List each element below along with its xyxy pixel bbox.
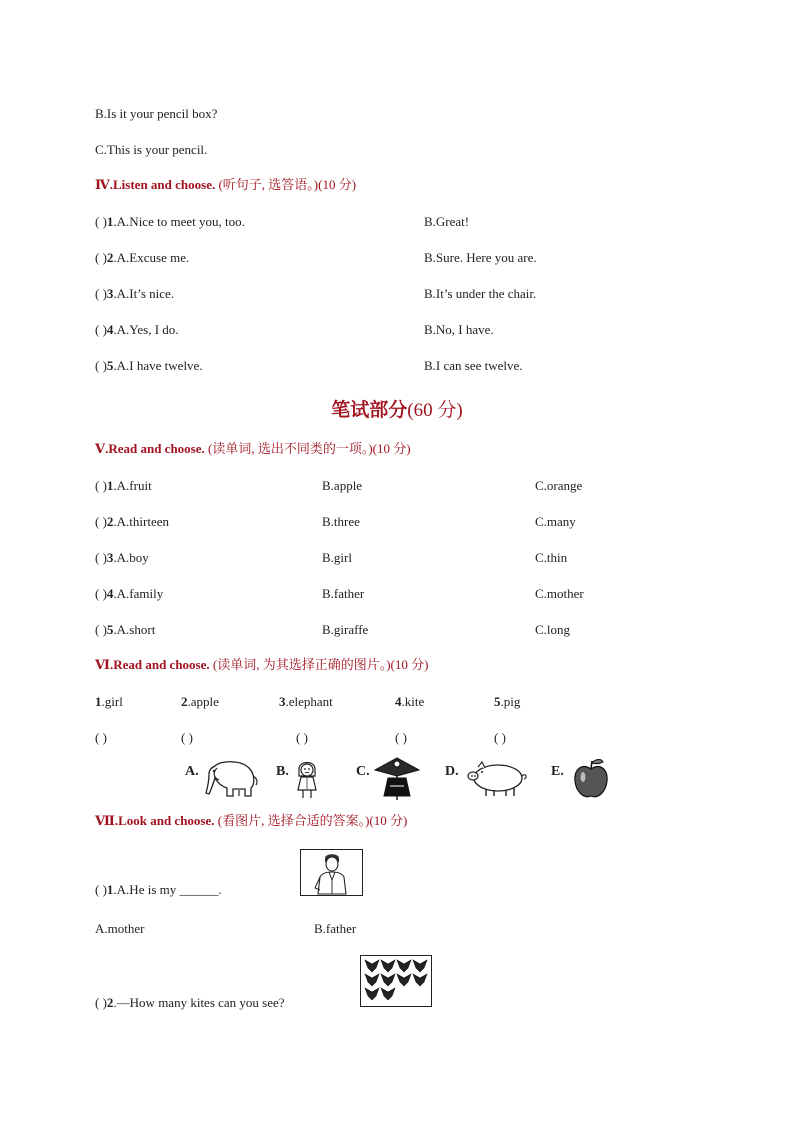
list-item [95,250,189,266]
question-number: 1 [106,478,114,493]
option-b: B.three [322,514,360,529]
option-b: B.No, I have. [424,322,494,337]
question-number: 1 [106,214,114,229]
option-b: B.girl [322,550,352,565]
word-text: .kite [401,694,425,709]
option-c: C.thin [535,550,568,565]
word-text: .apple [187,694,219,709]
word-text: .girl [101,694,123,709]
question-number: 5 [106,358,114,373]
question-number: 2 [106,514,114,529]
picture-label: A. [185,764,199,779]
answer-blank[interactable]: ( ) [95,514,107,529]
option-a: .A.short [113,622,156,637]
answer-blank[interactable]: ( ) [494,730,506,745]
question-number: 3 [106,550,114,565]
option-a: .A.fruit [113,478,152,493]
pig-icon [464,758,532,798]
question-number: 1 [95,694,102,709]
answer-blank[interactable]: ( ) [95,550,107,565]
picture-label: C. [356,764,370,779]
section-6-instruction: (读单词, 为其选择正确的图片。)(10 分) [212,657,429,672]
question-number: 3 [106,286,114,301]
elephant-icon [203,756,261,800]
question-number: 4 [106,322,114,337]
word-item [95,694,123,710]
section-4-heading [95,177,356,193]
option-a: .A.Yes, I do. [113,322,179,337]
written-title-score: (60 分) [407,400,463,421]
option-a: A.mother [95,921,145,936]
option-b: B.I can see twelve. [424,358,523,373]
question-text: .—How many kites can you see? [113,995,285,1010]
word-item [181,694,219,710]
question-number: 2 [106,250,114,265]
list-item [95,322,179,338]
answer-blank[interactable]: ( ) [95,250,107,265]
option-c-line: C.This is your pencil. [95,142,208,157]
option-c: C.long [535,622,571,637]
question-number: 4 [106,586,114,601]
list-item [95,214,245,230]
option-a: .A.Nice to meet you, too. [113,214,245,229]
list-item [95,550,149,566]
list-item [95,514,169,530]
list-item [95,286,174,302]
option-c: C.many [535,514,576,529]
question-row [95,882,222,898]
father-icon [301,850,362,895]
question-text: .A.He is my ______. [113,882,222,897]
list-item [95,358,203,374]
question-row [95,995,285,1011]
answer-blank[interactable]: ( ) [395,730,407,745]
option-a: .A.Excuse me. [113,250,190,265]
answer-blank[interactable]: ( ) [95,586,107,601]
word-item [395,694,424,710]
answer-blank[interactable]: ( ) [181,730,193,745]
list-item [95,478,152,494]
word-item [494,694,520,710]
section-5-title: Ⅴ.Read and choose. [95,441,205,456]
word-text: .pig [500,694,521,709]
section-6-heading [95,657,428,673]
option-a: .A.family [113,586,164,601]
written-part-title [0,395,794,422]
section-4-instruction: (听句子, 选答语。)(10 分) [218,177,357,192]
option-b: B.Sure. Here you are. [424,250,537,265]
question-number: 5 [494,694,501,709]
answer-blank[interactable]: ( ) [95,882,107,897]
kites-icon [361,956,431,1006]
girl-icon [292,756,322,800]
kite-icon [372,754,422,802]
option-a: .A.boy [113,550,149,565]
answer-blank[interactable]: ( ) [296,730,308,745]
picture-label: B. [276,764,289,779]
list-item [95,586,163,602]
section-7-heading [95,813,407,829]
answer-blank[interactable]: ( ) [95,214,107,229]
question-number: 5 [106,622,114,637]
option-c: C.orange [535,478,583,493]
section-4-title: Ⅳ.Listen and choose. [95,177,216,192]
written-title-text: 笔试部分 [331,400,408,421]
option-b: B.It’s under the chair. [424,286,537,301]
section-7-title: Ⅶ.Look and choose. [95,813,215,828]
question-number: 1 [106,882,114,897]
father-picture-frame [300,849,363,896]
picture-label: E. [551,764,564,779]
option-b: B.apple [322,478,363,493]
apple-icon [572,757,610,801]
option-c: C.mother [535,586,584,601]
answer-blank[interactable]: ( ) [95,995,107,1010]
option-b: B.Great! [424,214,470,229]
section-6-title: Ⅵ.Read and choose. [95,657,210,672]
option-a: .A.I have twelve. [113,358,203,373]
answer-blank[interactable]: ( ) [95,730,107,745]
option-b: B.father [322,586,365,601]
answer-blank[interactable]: ( ) [95,622,107,637]
section-7-instruction: (看图片, 选择合适的答案。)(10 分) [217,813,408,828]
question-number: 4 [395,694,402,709]
section-5-instruction: (读单词, 选出不同类的一项。)(10 分) [208,441,411,456]
answer-blank[interactable]: ( ) [95,322,107,337]
option-b: B.giraffe [322,622,369,637]
kites-picture-frame [360,955,432,1007]
option-a: .A.thirteen [113,514,170,529]
section-5-heading [95,441,411,457]
question-number: 2 [181,694,188,709]
question-number: 3 [279,694,286,709]
question-number: 2 [106,995,114,1010]
list-item [95,622,155,638]
answer-blank[interactable]: ( ) [95,478,107,493]
option-b-line: B.Is it your pencil box? [95,106,218,121]
option-b: B.father [314,921,357,936]
answer-blank[interactable]: ( ) [95,286,107,301]
option-a: .A.It’s nice. [113,286,175,301]
word-text: .elephant [285,694,333,709]
word-item [279,694,333,710]
answer-blank[interactable]: ( ) [95,358,107,373]
picture-label: D. [445,764,459,779]
